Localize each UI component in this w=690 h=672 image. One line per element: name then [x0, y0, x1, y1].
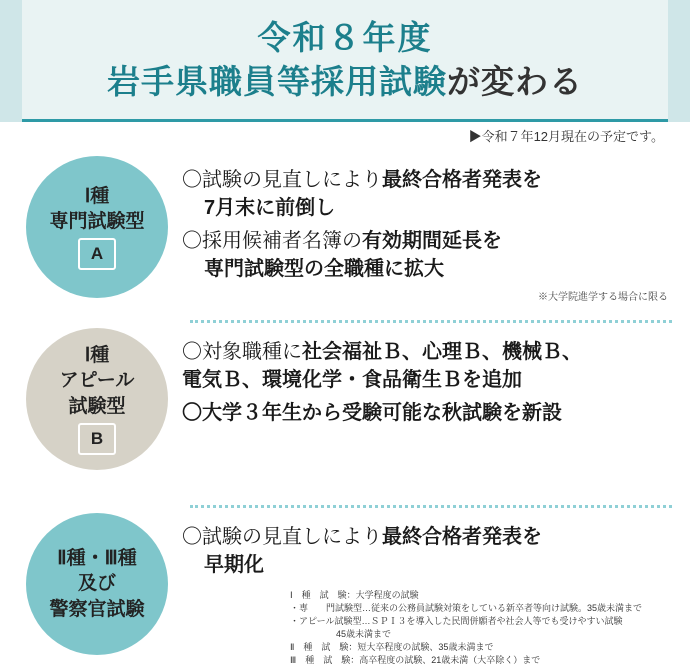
- bullet-text-strong: 有効期間延長を: [362, 229, 502, 252]
- header-corner-right: [668, 0, 690, 122]
- page-title-suffix: が変わる: [447, 62, 583, 100]
- page-title-line2: [107, 61, 583, 102]
- footnote-line: ・専 門試験型…従来の公務員試験対策をしている新卒者等向け試験。35歳未満まで: [290, 602, 643, 613]
- section-exam-type-b: [0, 320, 690, 505]
- header-banner: [0, 0, 690, 122]
- page-title-line1: 令和８年度: [257, 19, 433, 57]
- circle-label-line: 及び: [77, 573, 116, 595]
- effective-date-note: ▶令和７年12月現在の予定です。: [468, 128, 664, 144]
- effective-date-note-row: [0, 122, 690, 148]
- footnote-line: Ⅰ 種 試 験：大学程度の試験: [290, 589, 419, 600]
- bullet-text-strong: 最終合格者発表を: [382, 526, 542, 548]
- circle-label-line: Ⅱ種・Ⅲ種: [57, 548, 137, 570]
- bullet-text-strong-2: 専門試験型の全職種に拡大: [204, 258, 444, 281]
- circle-exam-type-b: [26, 328, 168, 470]
- bullet-text-strong: 社会福祉Ｂ、心理Ｂ、機械Ｂ、: [302, 341, 582, 363]
- header-title-block: [22, 0, 668, 119]
- bullet-text-strong-2: 電気Ｂ、環境化学・食品衛生Ｂを追加: [182, 369, 522, 392]
- bullet-text-strong-2: 7月末に前倒し: [204, 197, 336, 220]
- content-exam-type-b: [172, 320, 674, 431]
- page-title-highlight: 岩手県職員等採用試験: [107, 62, 447, 100]
- badge-exam-type-b: [22, 320, 172, 470]
- footnote-line: 45歳未満まで: [336, 628, 392, 639]
- bullet-text-plain: 〇対象職種に: [182, 341, 302, 363]
- circle-label-line: アピール: [59, 370, 135, 392]
- circle-label-line: 専門試験型: [49, 211, 145, 232]
- circle-label-line: Ⅰ種: [84, 185, 110, 207]
- bullet-item: [182, 166, 674, 223]
- bullet-item: [182, 227, 674, 284]
- content-exam-type-a: [172, 148, 674, 303]
- circle-label-line: Ⅰ種: [84, 345, 110, 367]
- footnotes-block: [0, 585, 690, 672]
- section-exam-type-a: [0, 148, 690, 320]
- sections-list: [0, 148, 690, 625]
- content-exam-type-c: [172, 505, 674, 584]
- section-a-footnote: ※大学院進学する場合に限る: [538, 291, 668, 303]
- footnote-line: Ⅱ 種 試 験：短大卒程度の試験、35歳未満まで: [290, 641, 494, 652]
- badge-exam-type-a: [22, 148, 172, 298]
- circle-label-line: 試験型: [68, 395, 126, 417]
- footnote-line: Ⅲ 種 試 験：高卒程度の試験、21歳未満（大卒除く）まで: [290, 654, 541, 665]
- bullet-item: [182, 399, 674, 427]
- circle-exam-type-a: [26, 156, 168, 298]
- type-letter-b: B: [78, 423, 116, 455]
- bullet-item: [182, 338, 674, 395]
- bullet-text-plain: 〇試験の見直しにより: [182, 169, 382, 191]
- bullet-text-plain: 〇採用候補者名簿の: [182, 229, 362, 252]
- bullet-text-strong: 最終合格者発表を: [382, 169, 542, 191]
- bullet-item: [182, 523, 674, 580]
- bullet-text-plain: 〇試験の見直しにより: [182, 526, 382, 548]
- bullet-text-strong-2: 早期化: [204, 554, 264, 577]
- header-corner-left: [0, 0, 22, 122]
- type-letter-a: A: [78, 238, 116, 270]
- circle-label-line: 警察官試験: [49, 598, 145, 620]
- bullet-text-strong: 〇大学３年生から受験可能な秋試験を新設: [182, 401, 562, 424]
- footnote-line: ・アピール試験型…ＳＰＩ３を導入した民間併願者や社会人等でも受けやすい試験: [290, 615, 623, 626]
